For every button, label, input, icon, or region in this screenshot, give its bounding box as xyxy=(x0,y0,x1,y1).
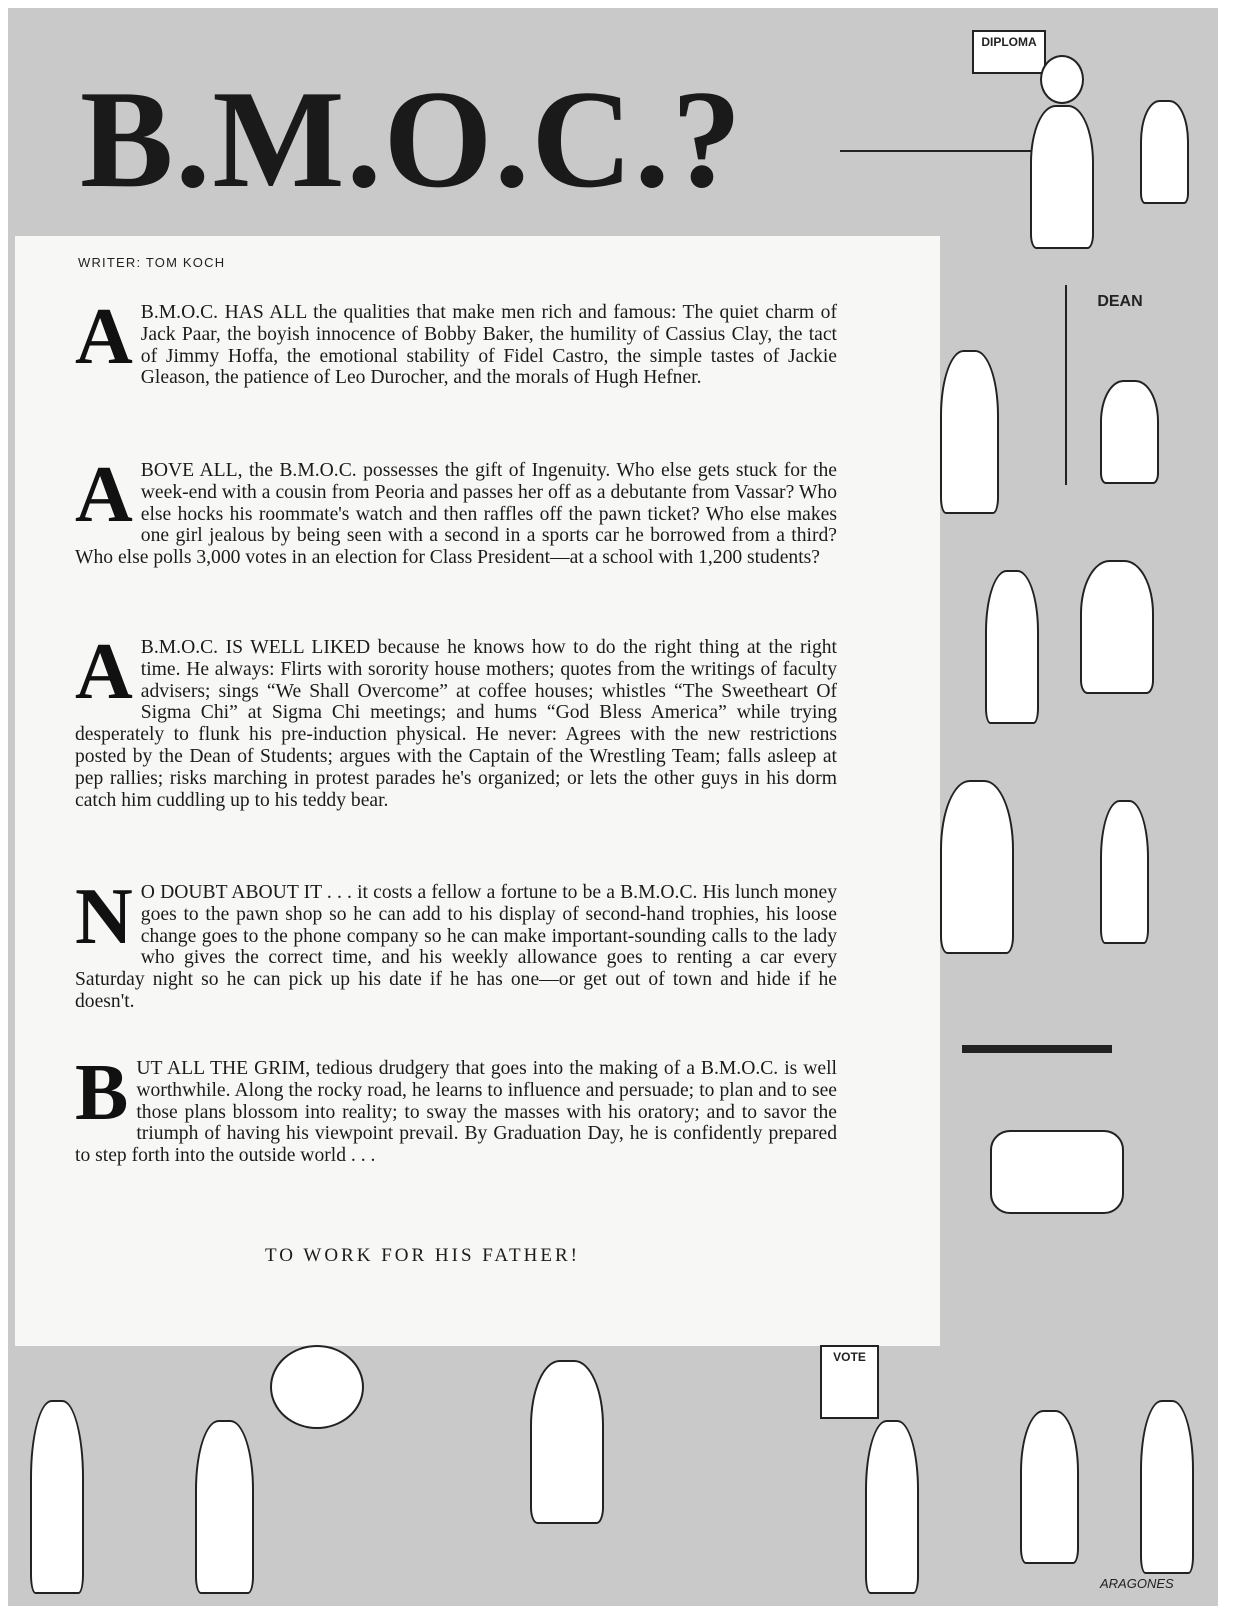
door-frame xyxy=(1065,285,1067,485)
drop-cap: B xyxy=(75,1049,129,1137)
ragged-student-figure xyxy=(30,1400,84,1594)
paragraph-text: BOVE ALL, the B.M.O.C. possesses the gift of Ingenuity. Who else gets stuck for the week-end with a cousin from Peoria and passes her off as a debutante from Vassar? Who else hocks his roommate's watch and then raffles off the pawn ticket? Who else makes one girl jealous by being seen with a second in a sports car he borrowed from a third? Who else polls 3,000 votes in an election for Class President—at a school with 1,200 students? xyxy=(75,460,837,569)
artist-signature: ARAGONES xyxy=(1100,1576,1174,1591)
drop-cap: N xyxy=(75,873,133,961)
housemother-figure xyxy=(1020,1410,1079,1564)
drop-cap: A xyxy=(75,451,133,539)
pawnbroker-figure xyxy=(1030,105,1094,249)
paragraph-4 xyxy=(75,873,837,1013)
paragraph-text: O DOUBT ABOUT IT . . . it costs a fellow a fortune to be a B.M.O.C. His lunch money goes to the pawn shop so he can add to his display of second-hand trophies, his loose change goes to the phone company so he can make important-sounding calls to the lady who gives the correct time, and his weekly allowance goes to renting a car every Saturday night so he can pick up his date if he has one—or get out of town and hide if he doesn't. xyxy=(75,882,837,1012)
counter-line xyxy=(840,150,1040,152)
couple-doorway-figure xyxy=(1140,1400,1194,1574)
article-title: B.M.O.C.? xyxy=(80,62,744,217)
paragraph-text: B.M.O.C. HAS ALL the qualities that make men rich and famous: The quiet charm of Jack Paar, the boyish innocence of Bobby Baker, the humility of Cassius Clay, the tact of Jimmy Hoffa, the emotional stability of Fidel Castro, the simple tastes of Jackie Gleason, the patience of Leo Durocher, and the morals of Hugh Hefner. xyxy=(140,302,837,389)
woman-figure xyxy=(985,570,1039,724)
paragraph-2 xyxy=(75,451,837,569)
father-figure xyxy=(195,1420,254,1594)
vote-sign: VOTE xyxy=(820,1345,879,1419)
pawnbroker-head xyxy=(1040,55,1084,104)
couple-figure xyxy=(1100,800,1149,944)
dean-door-label: DEAN xyxy=(1097,293,1143,310)
closing-line: TO WORK FOR HIS FATHER! xyxy=(265,1245,580,1266)
candidate-figure xyxy=(865,1420,919,1594)
guitarist-figure xyxy=(530,1360,604,1524)
student-figure xyxy=(940,350,999,514)
paragraph-3 xyxy=(75,628,837,811)
writer-credit: WRITER: TOM KOCH xyxy=(78,255,226,270)
window-blind xyxy=(962,1045,1112,1053)
paragraph-text: UT ALL THE GRIM, tedious drudgery that goes into the making of a B.M.O.C. is well worthwhile. Along the rocky road, he learns to influence and persuade; to plan and to see those plans blossom into reality; to sway the masses with his oratory; and to savor the triumph of having his viewpoint prevail. By Graduation Day, he is confidently prepared to step forth into the outside world . . . xyxy=(75,1058,837,1167)
drop-cap: A xyxy=(75,628,133,716)
dancer-figure xyxy=(1080,560,1154,694)
paragraph-5 xyxy=(75,1049,837,1167)
admiral-figure xyxy=(940,780,1014,954)
couch-figure xyxy=(990,1130,1124,1214)
customer-figure xyxy=(1140,100,1189,204)
diploma-sign: DIPLOMA xyxy=(972,30,1046,74)
dean-figure xyxy=(1100,380,1159,484)
paragraph-1 xyxy=(75,293,837,389)
drop-cap: A xyxy=(75,293,133,381)
thought-bubble xyxy=(270,1345,364,1429)
paragraph-text: B.M.O.C. IS WELL LIKED because he knows how to do the right thing at the right time. He always: Flirts with sorority house mothers; quotes from the writings of faculty advisers; sings “We Shall Overcome” at coffee houses; whistles “The Sweetheart Of Sigma Chi” at Sigma Chi meetings; and hums “God Bless America” while trying desperately to flunk his pre-induction physical. He never: Agrees with the new restrictions posted by the Dean of Students; argues with the Captain of the Wrestling Team; falls asleep at pep rallies; risks marching in protest parades he's organized; or lets the other guys in his dorm catch him cuddling up to his teddy bear. xyxy=(75,637,837,811)
